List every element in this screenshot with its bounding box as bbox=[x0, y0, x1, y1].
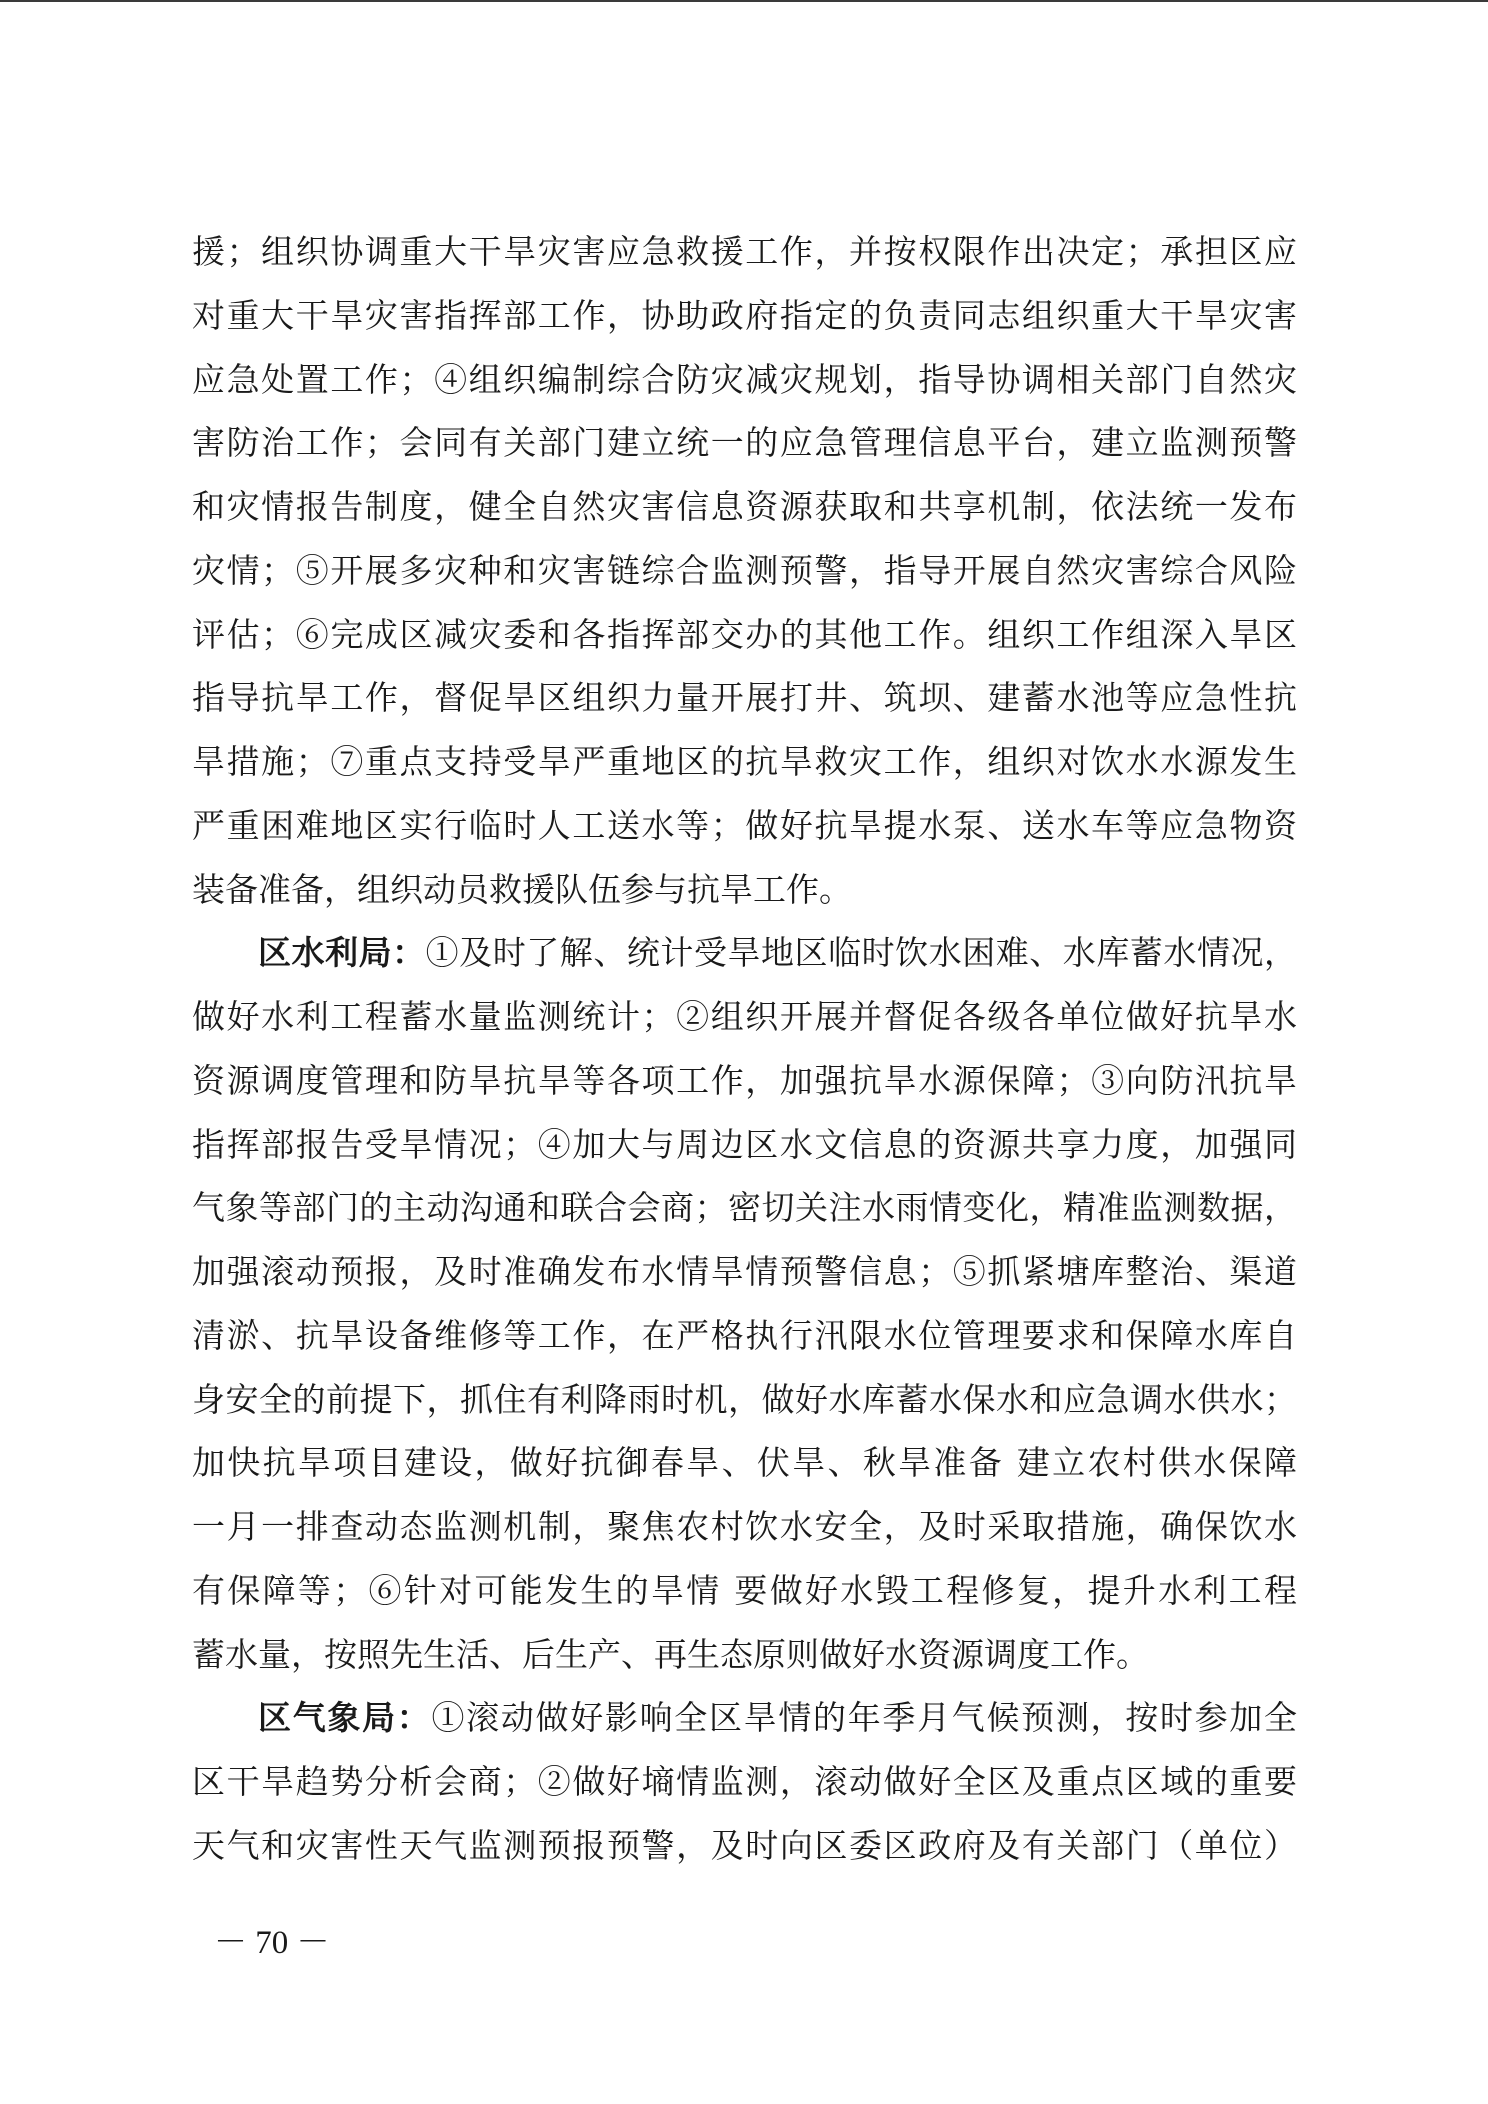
text-line: 气象等部门的主动沟通和联合会商；密切关注水雨情变化，精准监测数据， bbox=[192, 1188, 1297, 1228]
document-body bbox=[192, 220, 1297, 1878]
paragraph-emergency-management bbox=[192, 220, 1297, 921]
text-line: 加强滚动预报，及时准确发布水情旱情预警信息；⑤抓紧塘库整治、渠道 bbox=[192, 1252, 1297, 1291]
text-line-content: ①滚动做好影响全区旱情的年季月气候预测，按时参加全 bbox=[431, 1698, 1297, 1738]
text-line: 指挥部报告受旱情况；④加大与周边区水文信息的资源共享力度，加强同 bbox=[192, 1124, 1297, 1164]
text-line: 区干旱趋势分析会商；②做好墒情监测，滚动做好全区及重点区域的重要 bbox=[192, 1762, 1297, 1801]
text-line: 指导抗旱工作，督促旱区组织力量开展打井、筑坝、建蓄水池等应急性抗 bbox=[192, 678, 1297, 718]
text-line: 天气和灾害性天气监测预报预警，及时向区委区政府及有关部门（单位） bbox=[192, 1825, 1297, 1865]
paragraph-meteorological-bureau bbox=[192, 1686, 1297, 1877]
text-line: 旱措施；⑦重点支持受旱严重地区的抗旱救灾工作，组织对饮水水源发生 bbox=[192, 742, 1297, 781]
text-line-content: ①及时了解、统计受旱地区临时饮水困难、水库蓄水情况， bbox=[425, 933, 1297, 973]
text-line: 援；组织协调重大干旱灾害应急救援工作，并按权限作出决定；承担区应 bbox=[192, 232, 1297, 271]
text-line: 一月一排查动态监测机制，聚焦农村饮水安全，及时采取措施，确保饮水 bbox=[192, 1507, 1297, 1546]
text-line: 灾情；⑤开展多灾种和灾害链综合监测预警，指导开展自然灾害综合风险 bbox=[192, 550, 1297, 590]
text-line bbox=[192, 921, 1297, 985]
text-line: 和灾情报告制度，健全自然灾害信息资源获取和共享机制，依法统一发布 bbox=[192, 487, 1297, 526]
text-line: 应急处置工作；④组织编制综合防灾减灾规划，指导协调相关部门自然灾 bbox=[192, 359, 1297, 399]
text-line: 加快抗旱项目建设，做好抗御春旱、伏旱、秋旱准备 建立农村供水保障 bbox=[192, 1443, 1297, 1483]
paragraph-water-bureau bbox=[192, 921, 1297, 1686]
section-heading-meteorological-bureau: 区气象局： bbox=[258, 1698, 432, 1738]
text-line: 做好水利工程蓄水量监测统计；②组织开展并督促各级各单位做好抗旱水 bbox=[192, 997, 1297, 1036]
text-line: 蓄水量，按照先生活、后生产、再生态原则做好水资源调度工作。 bbox=[192, 1634, 1149, 1674]
text-line: 评估；⑥完成区减灾委和各指挥部交办的其他工作。组织工作组深入旱区 bbox=[192, 614, 1297, 654]
text-line: 有保障等；⑥针对可能发生的旱情 要做好水毁工程修复，提升水利工程 bbox=[192, 1570, 1297, 1610]
text-line: 装备准备，组织动员救援队伍参与抗旱工作。 bbox=[192, 869, 852, 909]
text-line: 害防治工作；会同有关部门建立统一的应急管理信息平台，建立监测预警 bbox=[192, 423, 1297, 463]
text-line: 对重大干旱灾害指挥部工作，协助政府指定的负责同志组织重大干旱灾害 bbox=[192, 295, 1297, 335]
section-heading-water-bureau: 区水利局： bbox=[258, 933, 426, 973]
page-top-edge bbox=[0, 0, 1488, 2]
text-line: 资源调度管理和防旱抗旱等各项工作，加强抗旱水源保障；③向防汛抗旱 bbox=[192, 1060, 1297, 1100]
text-line: 清淤、抗旱设备维修等工作，在严格执行汛限水位管理要求和保障水库自 bbox=[192, 1315, 1297, 1355]
text-line: 严重困难地区实行临时人工送水等；做好抗旱提水泵、送水车等应急物资 bbox=[192, 805, 1297, 845]
text-line: 身安全的前提下，抓住有利降雨时机，做好水库蓄水保水和应急调水供水； bbox=[192, 1379, 1297, 1419]
page-number: － 70 － bbox=[214, 1925, 330, 1961]
text-line bbox=[192, 1686, 1297, 1750]
